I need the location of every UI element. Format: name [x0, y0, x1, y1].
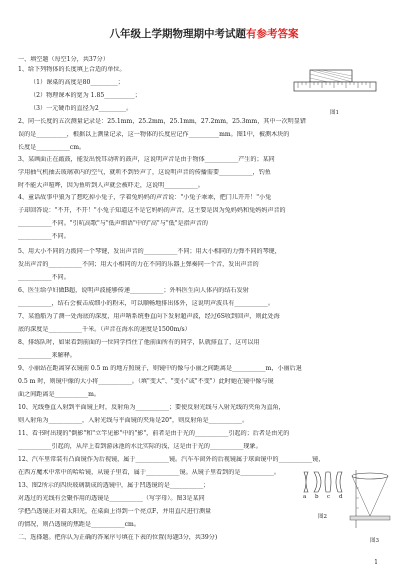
question-line: 的情况，则凸透镜的焦距是___________cm。: [18, 521, 140, 528]
question-line: 9、小丽站在距离穿衣镜前 0.5 m 的地方照镜子，则镜中的像与小丽之间距离是___________m，小丽后退: [18, 365, 302, 372]
table-surface: [350, 516, 390, 520]
q1-stem: 1、给下列物体的长度填上合适的单位。: [18, 66, 126, 73]
question-line: ___________不同。: [18, 233, 70, 240]
question-line: 3、某画面正在敲鼓，能发出悦耳动听的鼓声，这说明声音是由于物体___________产生的；某同: [18, 156, 275, 163]
lens-a: [304, 472, 308, 492]
ruler: [294, 82, 376, 91]
section-fill-blank-heading: 一、填空题（每空1分，共37分）: [18, 56, 109, 63]
question-line: 在西方魔术中常中的哈哈镜，从镜子里看，属于___________镜。从镜子里看到的是___________。: [18, 469, 281, 476]
figure-2-label: 图2: [318, 514, 327, 520]
question-line: 7、某渔船为了测一处海底的深度，用声呐系统垂直向下发射超声波，经过6S收到回声，则此处海: [18, 313, 280, 320]
question-line: ___________引起的，从岸上看到游泳池的水比实际的浅，这是由于光的___________现象。: [18, 443, 262, 450]
question-line: 学把凸透镜正对着太阳光，在桌面上得到一个亮点F，并用直尺进行测量: [18, 508, 212, 515]
q1-a: （1）课桌的高度是80_________；: [30, 79, 124, 86]
question-line: ___________不同。"引吭高歌"与"低声细语"中的"高"与"低"是指声音的: [18, 220, 209, 227]
question-line: 二、选择题。把你认为正确的答案序号填在下表的位置(每题3分，共39分): [18, 534, 218, 541]
question-line: 8、排练队时，如果看到前面的一位同学挡住了他前面所有的同学，队就排直了，这可以用: [18, 339, 260, 346]
question-line: 5、用大小不同的力拨同一个琴键，发出声音的___________不同；用大小相同的力弹不同的琴键，: [18, 248, 281, 255]
figure-2-lenses: [300, 470, 348, 506]
question-line: ___________不同。: [18, 274, 70, 281]
question-line: ___________，结石会被击成细小的粉末，可以顺畅地排出体外，这说明声波具有___________。: [18, 300, 274, 307]
figure-3-label: 图3: [370, 538, 379, 544]
lens-letter-b: b: [315, 494, 319, 500]
question-line: 子却回答说："不开，不开！"小兔子知道这不是它妈妈的声音，这主要是因为兔妈妈和兔妈妈声音的: [18, 207, 286, 214]
question-line: 2、同一长度的五次测量记录是：25.1mm，25.2mm，25.1mm，27.2mm，25.3mm，其中一次明显错: [18, 118, 306, 125]
question-line: 面之间距离是___________m。: [18, 391, 100, 398]
question-line: 误的是__________，根据以上测量记录，这一物体的长度应记作__________mm。图1中，被测木块的: [18, 131, 290, 138]
question-line: ___________来解释。: [18, 352, 76, 359]
question-line: 时不能大声喧哗，因为鱼听到人声就会被吓走，这说明___________。: [18, 182, 204, 189]
question-line: 对透过的光线有会聚作用的透镜是___________（写字母）。图3是某同: [18, 495, 205, 502]
question-line: 11、看书时出现的"倒影"和"立竿见影"中的"影"，前者是由于光的___________引起的；后者是由光的: [18, 430, 290, 437]
page-number: 1: [374, 559, 378, 566]
question-line: 13、图2所示的四块玻璃制成的透镜中，属于凹透镜的是___________；: [18, 482, 210, 489]
title-highlight: 有参考答案: [246, 28, 299, 40]
question-line: 长度是___________cm。: [18, 144, 86, 151]
question-line: 4、童话故事中狼为了想吃掉小兔子，学着兔妈妈的声音说："小兔子乖乖，把门儿开开！"小兔: [18, 194, 272, 201]
lens-letter-d: d: [339, 494, 343, 500]
question-line: 0.5 m 时，则镜中像的大小将___________。（填"变大"、"变小"或"不变"）此时她在镜中像与镜: [18, 378, 274, 385]
question-line: 学用抽气机抽去玻璃罩内的空气，就听不到铃声了，这说明声音的传播需要___________，钓鱼: [18, 169, 271, 176]
question-line: 6、医生给孕妇做B超，说明声波能够传递___________；外科医生向人体内的结石发射: [18, 287, 249, 294]
lens-b: [314, 472, 321, 492]
figure-3-focus: [348, 468, 392, 534]
figure-1-ruler: [292, 66, 378, 106]
lens-letter-c: c: [327, 494, 331, 500]
lens-letter-a: a: [303, 494, 307, 500]
lens-c: [325, 472, 331, 492]
question-line: 12、汽车里常装有凸面镜作为后视镜，属于___________镜。汽车车窗外的后视镜属于球面镜中的___________镜，: [18, 456, 325, 463]
question-line: 发出声音的___________不同；用大小相同的力在不同的乐器上弹奏同一个音，发出声音的: [18, 261, 259, 268]
question-line: 则入射角为___________，入射光线与平面镜的夹角是20°，则反射角是___________。: [18, 417, 249, 424]
lens-d: [336, 472, 342, 492]
page-title: [0, 26, 408, 41]
title-main: 八年级上学期物理期中考试题: [109, 28, 246, 40]
q1-b: （2）物理课本的宽为 1.85__________；: [30, 92, 141, 99]
question-line: 底的深度是___________千米。（声音在海水的速度是1500m/s）: [18, 326, 191, 333]
figure-1-label: 图1: [330, 110, 339, 116]
q1-c: （3）一元硬币的直径为2_________。: [30, 105, 133, 112]
question-line: 10、光线垂直入射到平面镜上时，反射角为___________；要使反射光线与入射光线的夹角为直角，: [18, 404, 285, 411]
